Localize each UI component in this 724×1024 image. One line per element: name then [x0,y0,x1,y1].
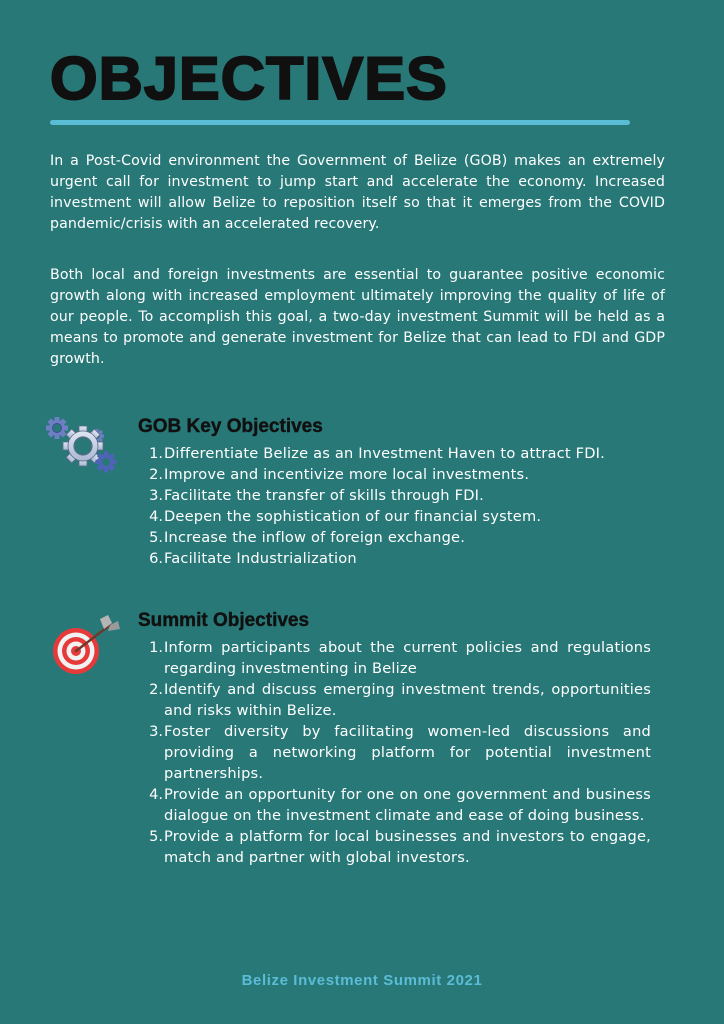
list-item [147,826,651,868]
list-item-number: 3. [149,723,163,740]
list-item-number: 4. [149,786,163,803]
list-item-text: Facilitate Industrialization [164,550,357,567]
list-item-text: Inform participants about the current policies and regulations regarding investmenting in Belize [164,639,651,677]
gob-objectives-heading: GOB Key Objectives [138,416,323,437]
list-item [147,464,617,485]
list-item [147,679,651,721]
list-item [147,548,617,569]
list-item-number: 1. [149,445,163,462]
list-item-text: Identify and discuss emerging investment trends, opportunities and risks within Belize. [164,681,651,719]
summit-objectives-list [147,637,651,868]
list-item-number: 2. [149,466,163,483]
list-item-number: 3. [149,487,163,504]
list-item [147,443,617,464]
list-item-number: 2. [149,681,163,698]
list-item [147,784,651,826]
list-item-text: Differentiate Belize as an Investment Haven to attract FDI. [164,445,606,462]
target-icon [50,609,122,675]
page-title: OBJECTIVES [50,45,448,112]
list-item-text: Facilitate the transfer of skills through FDI. [164,487,484,504]
list-item [147,637,651,679]
footer-event-name: Belize Investment Summit 2021 [241,972,483,989]
list-item-number: 4. [149,508,163,525]
list-item [147,506,617,527]
list-item [147,721,651,784]
list-item-text: Improve and incentivize more local investments. [164,466,530,483]
list-item-number: 5. [149,529,163,546]
list-item-text: Increase the inflow of foreign exchange. [164,529,466,546]
list-item-text: Deepen the sophistication of our financial system. [164,508,542,525]
intro-paragraph-1: In a Post-Covid environment the Government of Belize (GOB) makes an extremely urgent call for investment to jump start and accelerate the economy. Increased investment will allow Belize to reposition itself so that it emerges from the COVID pandemic/crisis with an accelerated recovery. [50,153,665,232]
gob-objectives-list [147,443,617,569]
list-item-number: 6. [149,550,163,567]
gears-icon [46,413,120,475]
list-item-text: Provide an opportunity for one on one government and business dialogue on the investment climate and ease of doing business. [164,786,651,824]
list-item-number: 5. [149,828,163,845]
list-item [147,527,617,548]
list-item [147,485,617,506]
summit-objectives-heading: Summit Objectives [138,610,310,631]
list-item-text: Provide a platform for local businesses and investors to engage, match and partner with global investors. [164,828,651,866]
list-item-number: 1. [149,639,163,656]
title-underline-divider [50,120,630,125]
list-item-text: Foster diversity by facilitating women-led discussions and providing a networking platform for potential investment partnerships. [164,723,651,782]
intro-paragraph-2: Both local and foreign investments are essential to guarantee positive economic growth along with increased employment ultimately improving the quality of life of our people. To accomplish this goal, a two-day investment Summit will be held as a means to promote and generate investment for Belize that can lead to FDI and GDP growth. [50,267,665,367]
